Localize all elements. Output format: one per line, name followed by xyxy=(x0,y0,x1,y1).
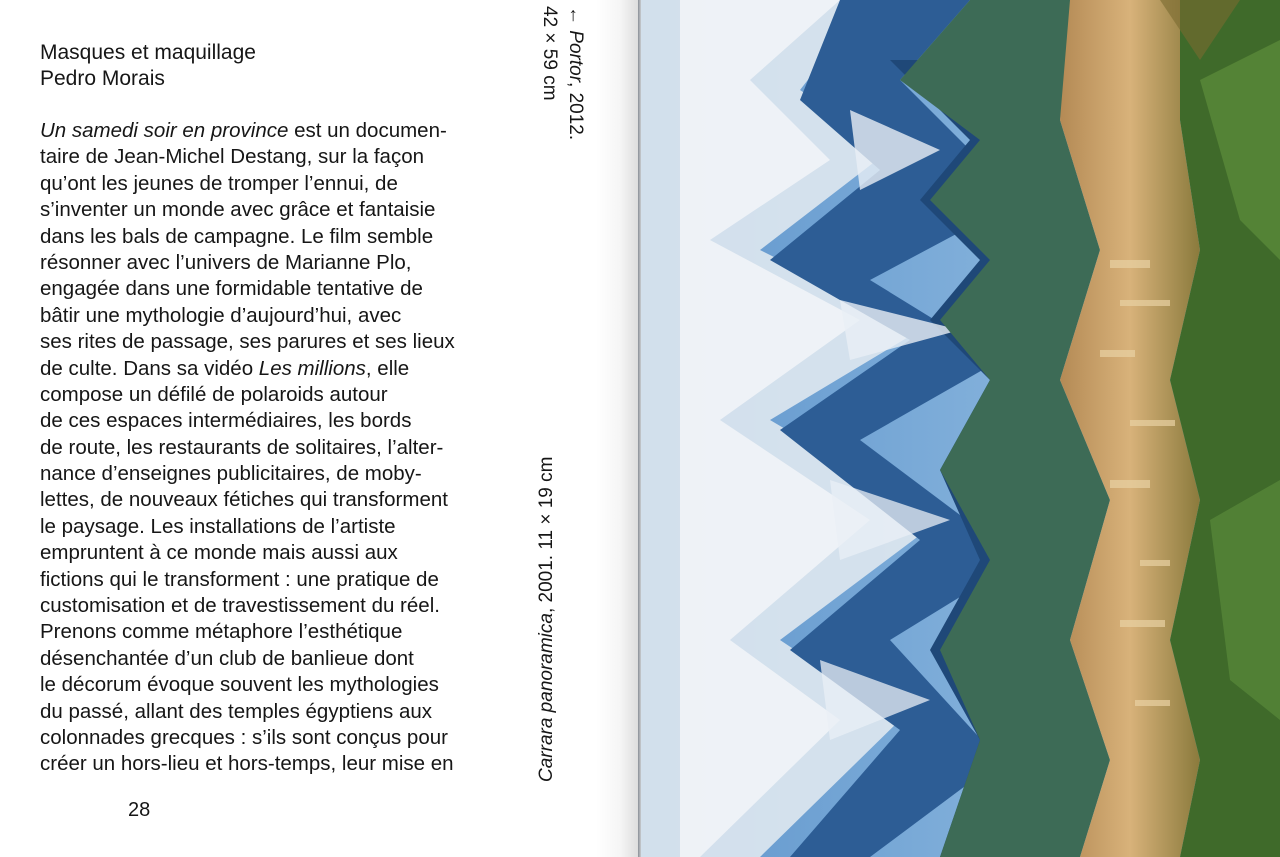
caption-carrara-title: Carrara panoramica xyxy=(536,613,557,782)
line-text: du passé, allant des temples égyptiens aux xyxy=(40,699,433,723)
line-text: le paysage. Les installations de l’artiste xyxy=(40,514,396,538)
article-line xyxy=(40,435,510,461)
article-line xyxy=(40,224,510,250)
article-line xyxy=(40,144,510,170)
line-text: colonnades grecques : s’ils sont conçus pour xyxy=(40,725,448,749)
article-line xyxy=(40,514,510,540)
line-text: customisation et de travestissement du réel. xyxy=(40,594,440,618)
line-text: taire de Jean-Michel Destang, sur la façon xyxy=(40,145,425,169)
line-text: de culte. Dans sa vidéo xyxy=(40,356,259,380)
article-line xyxy=(40,751,510,777)
article-line xyxy=(40,461,510,487)
caption-portor-title: Portor xyxy=(565,30,586,83)
line-text: résonner avec l’univers de Marianne Plo, xyxy=(40,250,412,274)
article-line xyxy=(40,567,510,593)
mountain-landscape-photo xyxy=(640,0,1280,857)
caption-portor-size: 42 × 59 cm xyxy=(539,6,560,101)
article-line xyxy=(40,118,510,144)
line-text: engagée dans une formidable tentative de xyxy=(40,277,423,301)
line-text: , elle xyxy=(365,356,410,380)
article-line xyxy=(40,197,510,223)
article-line xyxy=(40,250,510,276)
line-text: compose un défilé de polaroids autour xyxy=(40,382,388,406)
article-line xyxy=(40,487,510,513)
italic-title: Un samedi soir en province xyxy=(40,119,289,142)
line-text: ses rites de passage, ses parures et ses lieux xyxy=(40,330,455,354)
page-number: 28 xyxy=(128,799,151,821)
line-text: de ces espaces intermédiaires, les bords xyxy=(40,409,412,433)
line-text: Prenons comme métaphore l’esthétique xyxy=(40,620,403,644)
caption-carrara-details: , 2001. 11 × 19 cm xyxy=(536,456,557,614)
line-text: créer un hors-lieu et hors-temps, leur mise en xyxy=(40,752,454,776)
article-line xyxy=(40,329,510,355)
article-line xyxy=(40,303,510,329)
caption-portor xyxy=(528,6,588,176)
line-text: le décorum évoque souvent les mythologies xyxy=(40,673,439,697)
article-line xyxy=(40,725,510,751)
line-text: lettes, de nouveaux fétiches qui transforment xyxy=(40,488,448,512)
photo-page xyxy=(640,0,1280,857)
article-header xyxy=(40,40,510,92)
line-text: de route, les restaurants de solitaires, l’alter- xyxy=(40,435,444,459)
line-text: bâtir une mythologie d’aujourd’hui, avec xyxy=(40,303,402,327)
book-spine xyxy=(638,0,641,857)
line-text: fictions qui le transforment : une pratique de xyxy=(40,567,439,591)
line-text: s’inventer un monde avec grâce et fantaisie xyxy=(40,198,436,222)
caption-portor-year: , 2012. xyxy=(565,82,586,141)
italic-title: Les millions xyxy=(258,356,366,380)
line-text: désenchantée d’un club de banlieue dont xyxy=(40,646,414,670)
article-line xyxy=(40,171,510,197)
article-line xyxy=(40,276,510,302)
article-line xyxy=(40,646,510,672)
article-line xyxy=(40,672,510,698)
line-text: est un documen- xyxy=(288,119,447,142)
caption-carrara xyxy=(534,410,564,782)
line-text: empruntent à ce monde mais aussi aux xyxy=(40,541,398,565)
line-text: dans les bals de campagne. Le film semble xyxy=(40,224,434,248)
article-author: Pedro Morais xyxy=(40,67,165,90)
arrow-left-icon: ← xyxy=(565,6,586,25)
article-line xyxy=(40,619,510,645)
article-line xyxy=(40,699,510,725)
line-text: qu’ont les jeunes de tromper l’ennui, de xyxy=(40,171,398,195)
line-text: nance d’enseignes publicitaires, de moby- xyxy=(40,462,422,486)
article-title: Masques et maquillage xyxy=(40,41,256,64)
article-line xyxy=(40,540,510,566)
article-line xyxy=(40,382,510,408)
article-line xyxy=(40,593,510,619)
article-line xyxy=(40,408,510,434)
article-line xyxy=(40,356,510,382)
article-body xyxy=(40,118,510,778)
gutter-shadow xyxy=(596,0,640,857)
